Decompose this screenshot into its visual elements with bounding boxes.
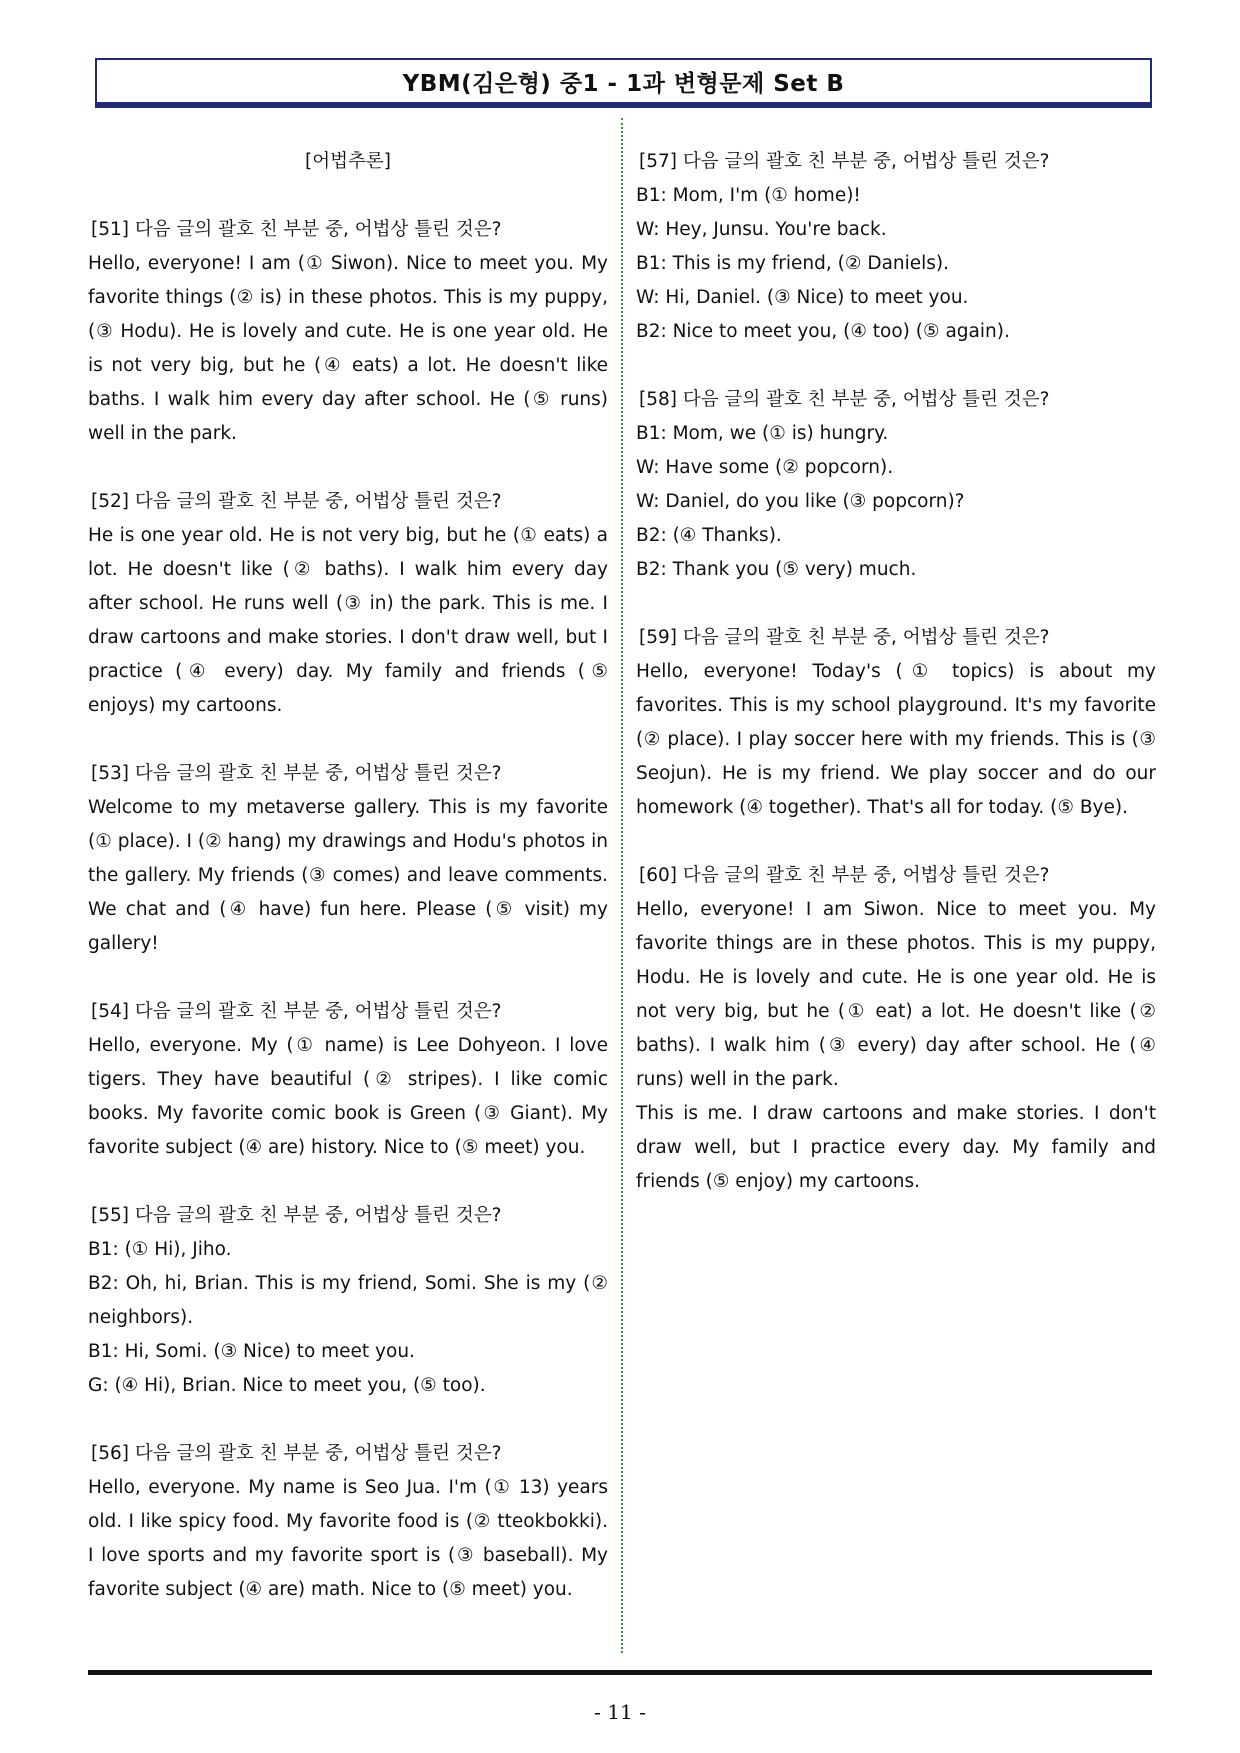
question-passage: Hello, everyone. My (① name) is Lee Dohyeon. I love tigers. They have beautiful (② stripes). I like comic books. My favorite comic book is Green (③ Giant). My favorite subject (④ are) history. Nice to (⑤ meet) you. bbox=[88, 1035, 608, 1158]
dialogue-line: B2: Oh, hi, Brian. This is my friend, Somi. She is my (② neighbors). bbox=[88, 1273, 608, 1328]
spacer bbox=[88, 723, 608, 757]
dialogue-line: B1: Hi, Somi. (③ Nice) to meet you. bbox=[88, 1341, 415, 1362]
dialogue-line: B2: Thank you (⑤ very) much. bbox=[636, 559, 917, 580]
question-block bbox=[636, 621, 1156, 825]
question-passage: Hello, everyone! I am (① Siwon). Nice to meet you. My favorite things (② is) in these photos. This is my puppy, (③ Hodu). He is lovely and cute. He is one year old. He is not very big, but he (④ eats) a lot. He doesn't like baths. I walk him every day after school. He (⑤ runs) well in the park. bbox=[88, 253, 608, 444]
dialogue-line: B1: Mom, I'm (① home)! bbox=[636, 185, 861, 206]
section-label: [어법추론] bbox=[305, 151, 391, 172]
spacer bbox=[88, 451, 608, 485]
question-block bbox=[636, 145, 1156, 349]
question-heading: [58] 다음 글의 괄호 친 부분 중, 어법상 틀린 것은? bbox=[639, 389, 1050, 410]
page-title-box bbox=[95, 58, 1152, 104]
question-passage: Hello, everyone. My name is Seo Jua. I'm (① 13) years old. I like spicy food. My favorite food is (② tteokbokki). I love sports and my favorite sport is (③ baseball). My favorite subject (④ are) math. Nice to (⑤ meet) you. bbox=[88, 1477, 608, 1600]
spacer bbox=[636, 587, 1156, 621]
dialogue-line: G: (④ Hi), Brian. Nice to meet you, (⑤ too). bbox=[88, 1375, 486, 1396]
dialogue-line: W: Hi, Daniel. (③ Nice) to meet you. bbox=[636, 287, 969, 308]
dialogue-line: W: Daniel, do you like (③ popcorn)? bbox=[636, 491, 965, 512]
dialogue-line: W: Hey, Junsu. You're back. bbox=[636, 219, 887, 240]
question-heading: [55] 다음 글의 괄호 친 부분 중, 어법상 틀린 것은? bbox=[91, 1205, 502, 1226]
page-number: - 11 - bbox=[594, 1700, 646, 1724]
right-column bbox=[636, 145, 1156, 1199]
question-heading: [59] 다음 글의 괄호 친 부분 중, 어법상 틀린 것은? bbox=[639, 627, 1050, 648]
spacer bbox=[636, 349, 1156, 383]
question-heading: [52] 다음 글의 괄호 친 부분 중, 어법상 틀린 것은? bbox=[91, 491, 502, 512]
question-block bbox=[88, 1437, 608, 1607]
question-heading: [60] 다음 글의 괄호 친 부분 중, 어법상 틀린 것은? bbox=[639, 865, 1050, 886]
question-block bbox=[88, 485, 608, 723]
spacer bbox=[88, 179, 608, 213]
spacer bbox=[88, 961, 608, 995]
dialogue-line: B1: This is my friend, (② Daniels). bbox=[636, 253, 950, 274]
question-heading: [53] 다음 글의 괄호 친 부분 중, 어법상 틀린 것은? bbox=[91, 763, 502, 784]
question-passage: Hello, everyone! I am Siwon. Nice to meet you. My favorite things are in these photos. This is my puppy, Hodu. He is lovely and cute. He is one year old. He is not very big, but he (① eat) a lot. He doesn't like (② baths). I walk him (③ every) day after school. He (④ runs) well in the park. bbox=[636, 899, 1156, 1090]
spacer bbox=[88, 1403, 608, 1437]
dialogue-line: B2: Nice to meet you, (④ too) (⑤ again). bbox=[636, 321, 1010, 342]
question-block bbox=[88, 1199, 608, 1403]
question-heading: [56] 다음 글의 괄호 친 부분 중, 어법상 틀린 것은? bbox=[91, 1443, 502, 1464]
spacer bbox=[88, 1165, 608, 1199]
page-title: YBM(김은형) 중1 - 1과 변형문제 Set B bbox=[402, 70, 845, 97]
question-block bbox=[636, 859, 1156, 1199]
left-column bbox=[88, 145, 608, 1607]
question-passage: He is one year old. He is not very big, but he (① eats) a lot. He doesn't like (② baths). I walk him every day after school. He runs well (③ in) the park. This is me. I draw cartoons and make stories. I don't draw well, but I practice (④ every) day. My family and friends (⑤ enjoys) my cartoons. bbox=[88, 525, 608, 716]
dialogue-line: B1: (① Hi), Jiho. bbox=[88, 1239, 232, 1260]
column-divider bbox=[621, 118, 623, 1653]
question-passage: This is me. I draw cartoons and make stories. I don't draw well, but I practice every day. My family and friends (⑤ enjoy) my cartoons. bbox=[636, 1103, 1156, 1192]
dialogue-line: W: Have some (② popcorn). bbox=[636, 457, 894, 478]
question-block bbox=[88, 995, 608, 1165]
question-heading: [57] 다음 글의 괄호 친 부분 중, 어법상 틀린 것은? bbox=[639, 151, 1050, 172]
question-passage: Hello, everyone! Today's (① topics) is about my favorites. This is my school playground. It's my favorite (② place). I play soccer here with my friends. This is (③ Seojun). He is my friend. We play soccer and do our homework (④ together). That's all for today. (⑤ Bye). bbox=[636, 661, 1156, 818]
question-block bbox=[88, 213, 608, 451]
dialogue-line: B2: (④ Thanks). bbox=[636, 525, 782, 546]
question-block bbox=[88, 757, 608, 961]
question-passage: Welcome to my metaverse gallery. This is my favorite (① place). I (② hang) my drawings and Hodu's photos in the gallery. My friends (③ comes) and leave comments. We chat and (④ have) fun here. Please (⑤ visit) my gallery! bbox=[88, 797, 608, 954]
dialogue-line: B1: Mom, we (① is) hungry. bbox=[636, 423, 889, 444]
question-heading: [51] 다음 글의 괄호 친 부분 중, 어법상 틀린 것은? bbox=[91, 219, 502, 240]
footer-rule bbox=[88, 1670, 1152, 1675]
question-heading: [54] 다음 글의 괄호 친 부분 중, 어법상 틀린 것은? bbox=[91, 1001, 502, 1022]
question-block bbox=[636, 383, 1156, 587]
spacer bbox=[636, 825, 1156, 859]
